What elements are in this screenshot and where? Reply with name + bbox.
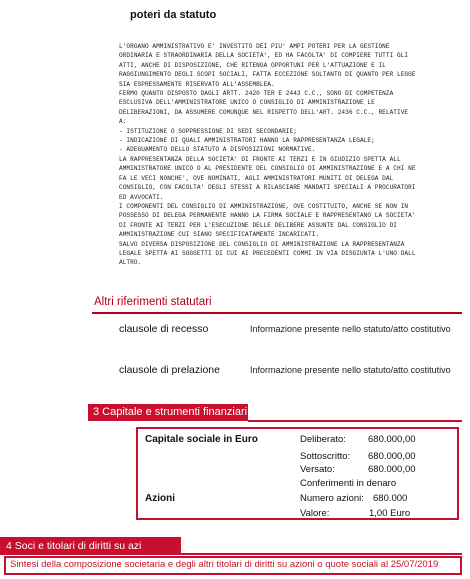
sottoscritto-label: Sottoscritto:	[300, 451, 351, 462]
section-4-title: 4 Soci e titolari di diritti su azi	[6, 540, 142, 552]
sottoscritto-row	[300, 451, 416, 462]
section-3-divider	[248, 420, 462, 422]
poteri-heading: poteri da statuto	[130, 9, 217, 21]
deliberato-row	[300, 434, 416, 445]
section-divider	[92, 312, 462, 314]
poteri-line: AMMINISTRAZIONE CUI SIANO SPECIFICATAMENTE INCARICATI.	[119, 231, 320, 239]
clausole-recesso-label: clausole di recesso	[119, 323, 209, 335]
poteri-line: ORDINARIA E STRAORDINARIA DELLA SOCIETA', ED HA FACOLTA' DI COMPIERE TUTTI GLI	[119, 52, 409, 60]
sottoscritto-value: 680.000,00	[368, 451, 416, 462]
section-3-title: 3 Capitale e strumenti finanziari	[93, 406, 248, 418]
poteri-line: ED AVVOCATI.	[119, 193, 164, 201]
section-4-header	[0, 537, 181, 555]
poteri-line: DI FRONTE AI TERZI PER L'ESECUZIONE DELLE DELIBERE ASSUNTE DAL CONSIGLIO DI	[119, 221, 398, 229]
poteri-line: ATTI, ANCHE DI DISPOSIZIONE, CHE RITENGA OPPORTUNI PER L'ATTUAZIONE E IL	[119, 61, 386, 69]
numero-azioni-value: 680.000	[373, 493, 408, 504]
poteri-line: FA LE VECI NONCHE', OVE NOMINATI, AGLI AMMINISTRATORI MUNITI DI DELEGA DAL	[119, 174, 394, 182]
clausole-prelazione-label: clausole di prelazione	[119, 364, 220, 376]
poteri-line: A:	[119, 118, 127, 126]
poteri-line: - ADEGUAMENTO DELLO STATUTO A DISPOSIZIONI NORMATIVE.	[119, 146, 316, 154]
poteri-line: ESCLUSIVA DELL'AMMINISTRATORE UNICO O CONSIGLIO DI AMMINISTRAZIONE LE	[119, 99, 375, 107]
altri-riferimenti-title: Altri riferimenti statutari	[94, 296, 212, 308]
poteri-line: RAGGIUNGIMENTO DEGLI SCOPI SOCIALI, FATTA ECCEZIONE SOLTANTO DI QUANTO PER LEGGE	[119, 71, 416, 79]
poteri-line: - INDICAZIONE DI QUALI AMMINISTRATORI HANNO LA RAPPRESENTANZA LEGALE;	[119, 137, 375, 145]
poteri-line: CONSIGLIO, CON FACOLTA' DEGLI STESSI A RILASCIARE MANDATI SPECIALI A PROCURATORI	[119, 184, 416, 192]
poteri-line: L'ORGANO AMMINISTRATIVO E' INVESTITO DEI PIU' AMPI POTERI PER LA GESTIONE	[119, 43, 390, 50]
poteri-line: LA RAPPRESENTANZA DELLA SOCIETA' DI FRONTE AI TERZI E IN GIUDIZIO SPETTA ALL	[119, 155, 401, 163]
poteri-line: DELIBERAZIONI, DA ASSUMERE COMUNQUE NEL RISPETTO DELL'ART. 2436 C.C., RELATIVE	[119, 108, 409, 116]
conferimenti-label: Conferimenti in denaro	[300, 478, 397, 489]
sintesi-link[interactable]: Sintesi della composizione societaria e degli altri titolari di diritti su azioni o quote sociali al 25/07/2019	[10, 559, 439, 570]
capitale-sociale-label: Capitale sociale in Euro	[145, 434, 258, 445]
conferimenti-row	[300, 478, 396, 489]
deliberato-label: Deliberato:	[300, 434, 346, 445]
valore-value: 1,00 Euro	[369, 508, 411, 519]
numero-azioni-label: Numero azioni:	[300, 493, 364, 504]
valore-row	[300, 508, 411, 519]
clausole-prelazione-value: Informazione presente nello statuto/atto costitutivo	[250, 365, 451, 375]
poteri-line: LEGALE SPETTA AI SOGGETTI DI CUI AI PRECEDENTI COMMI IN VIA DISGIUNTA L'UNO DALL	[119, 249, 416, 257]
versato-value: 680.000,00	[368, 464, 416, 475]
azioni-label: Azioni	[145, 493, 175, 504]
poteri-line: SIA ESPRESSAMENTE RISERVATO ALL'ASSEMBLEA.	[119, 80, 275, 88]
poteri-line: FERMO QUANTO DISPOSTO DAGLI ARTT. 2420 TER E 2443 C.C., SONO DI COMPETENZA	[119, 90, 394, 98]
poteri-line: AMMINISTRATORE UNICO O AL PRESIDENTE DEL CONSIGLIO DI AMMINISTRAZIONE E A CHI NE	[119, 165, 416, 173]
versato-label: Versato:	[300, 464, 335, 475]
valore-label: Valore:	[300, 508, 330, 519]
poteri-text-block	[119, 42, 459, 268]
deliberato-value: 680.000,00	[368, 434, 416, 445]
poteri-line: ALTRO.	[119, 259, 142, 267]
numero-azioni-row	[300, 493, 408, 504]
versato-row	[300, 464, 416, 475]
section-4-divider	[181, 553, 462, 555]
poteri-line: POSSESSO DI DELEGA PERMANENTE HANNO LA FIRMA SOCIALE E RAPPRESENTANO LA SOCIETA'	[119, 212, 416, 220]
poteri-line: I COMPONENTI DEL CONSIGLIO DI AMMINISTRAZIONE, OVE COSTITUITO, ANCHE SE NON IN	[119, 202, 409, 210]
clausole-recesso-value: Informazione presente nello statuto/atto costitutivo	[250, 324, 451, 334]
poteri-line: - ISTITUZIONE O SOPPRESSIONE DI SEDI SECONDARIE;	[119, 127, 297, 135]
poteri-line: SALVO DIVERSA DISPOSIZIONE DEL CONSIGLIO DI AMMINISTRAZIONE LA RAPPRESENTANZA	[119, 240, 405, 248]
section-3-header	[88, 404, 248, 421]
